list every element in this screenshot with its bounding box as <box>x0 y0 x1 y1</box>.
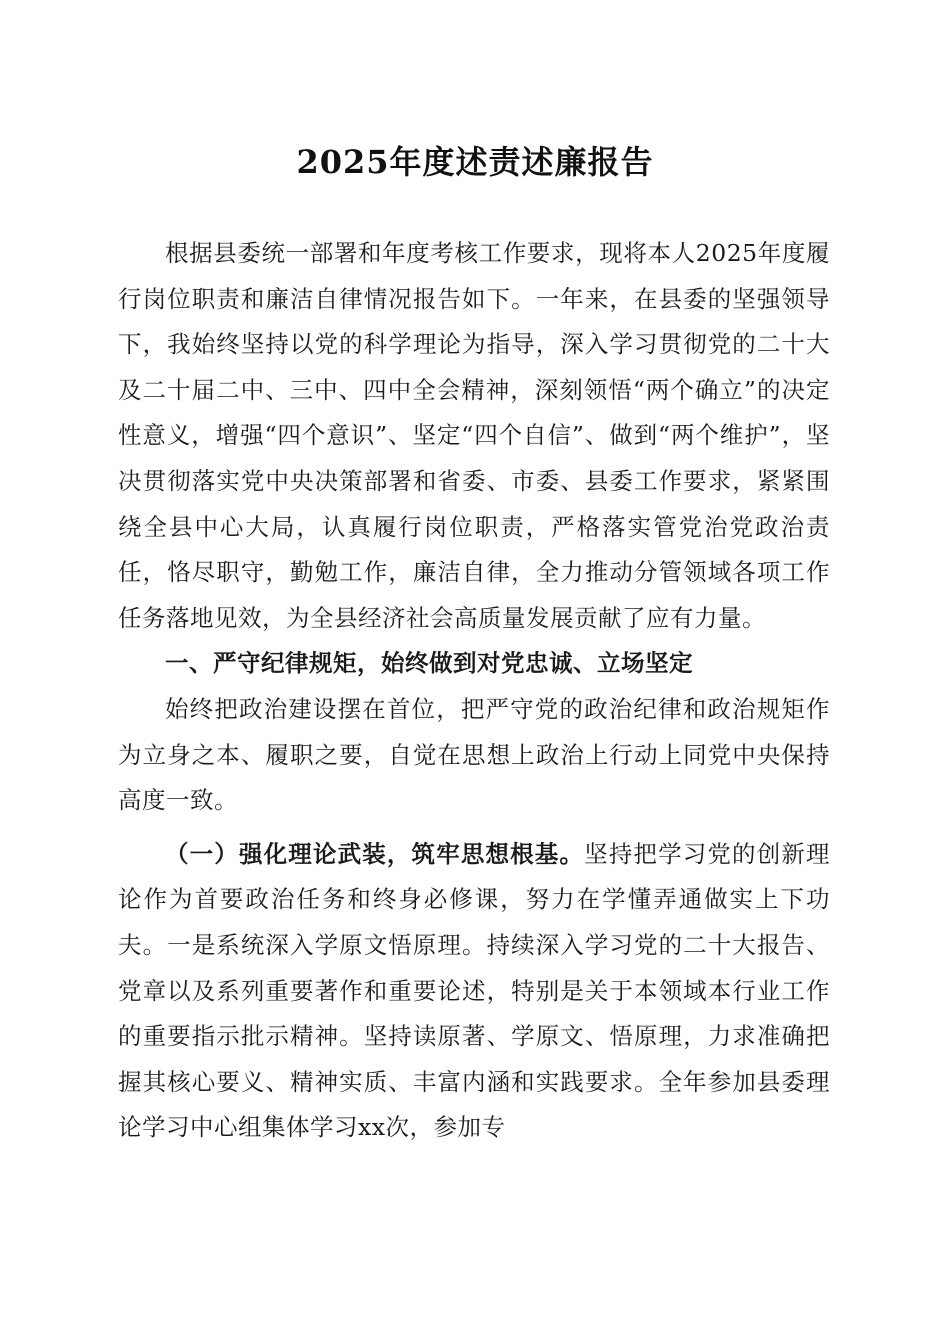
document-title: 2025年度述责述廉报告 <box>296 143 654 181</box>
section-1-heading: 一、严守纪律规矩，始终做到对党忠诚、立场坚定 <box>165 649 693 678</box>
section-1-paragraph: 始终把政治建设摆在首位，把严守党的政治纪律和政治规矩作为立身之本、履职之要，自觉在思想上政治上行动上同党中央保持高度一致。 <box>118 694 830 815</box>
subsection-1-paragraph <box>118 832 830 1151</box>
subsection-1-lead: （一）强化理论武装，筑牢思想根基。 <box>165 839 585 868</box>
subsection-1-text: 坚持把学习党的创新理论作为首要政治任务和终身必修课，努力在学懂弄通做实上下功夫。一是系统深入学原文悟原理。持续深入学习党的二十大报告、党章以及系列重要著作和重要论述，特别是关于本领域本行业工作的重要指示批示精神。坚持读原著、学原文、悟原理，力求准确把握其核心要义、精神实质、丰富内涵和实践要求。全年参加县委理论学习中心组集体学习xx次，参加专 <box>118 839 831 1142</box>
document-body <box>118 231 830 1151</box>
intro-paragraph: 根据县委统一部署和年度考核工作要求，现将本人2025年度履行岗位职责和廉洁自律情况报告如下。一年来，在县委的坚强领导下，我始终坚持以党的科学理论为指导，深入学习贯彻党的二十大及二十届二中、三中、四中全会精神，深刻领悟“两个确立”的决定性意义，增强“四个意识”、坚定“四个自信”、做到“两个维护”，坚决贯彻落实党中央决策部署和省委、市委、县委工作要求，紧紧围绕全县中心大局，认真履行岗位职责，严格落实管党治党政治责任，恪尽职守，勤勉工作，廉洁自律，全力推动分管领域各项工作任务落地见效，为全县经济社会高质量发展贡献了应有力量。 <box>118 239 830 632</box>
